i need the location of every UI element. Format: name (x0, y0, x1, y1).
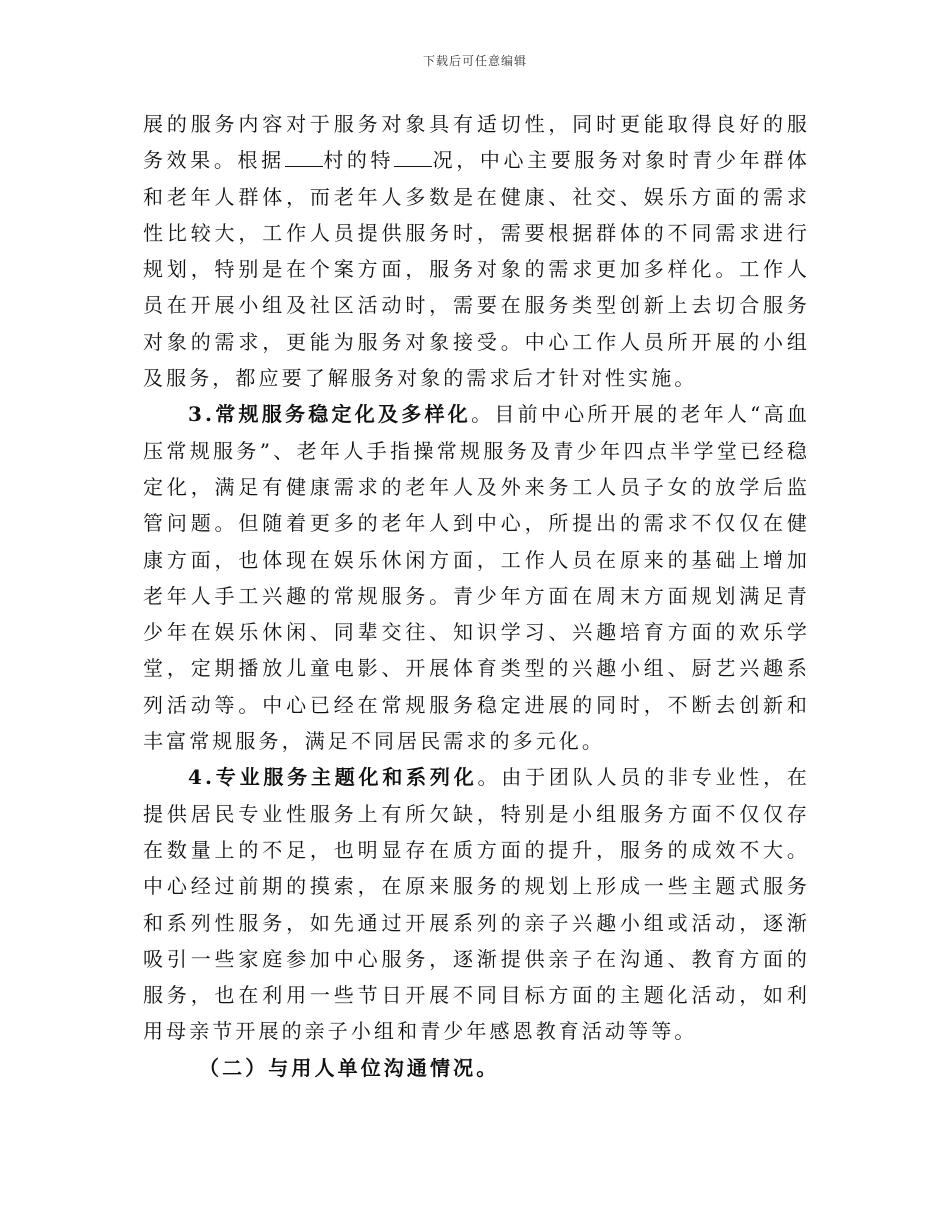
paragraph-continuation (143, 106, 810, 396)
paragraph-text: 目前中心所开展的老年人“高血压常规服务”、老年人手指操常规服务及青少年四点半学堂已经稳定化，满足有健康需求的老年人及外来务工人员子女的放学后监管问题。但随着更多的老年人到中心，所提出的需求不仅仅在健康方面，也体现在娱乐休闲方面，工作人员在原来的基础上增加老年人手工兴趣的常规服务。青少年方面在周末方面规划满足青少年在娱乐休闲、同辈交往、知识学习、兴趣培育方面的欢乐学堂，定期播放儿童电影、开展体育类型的兴趣小组、厨艺兴趣系列活动等。中心已经在常规服务稳定进展的同时，不断去创新和丰富常规服务，满足不同居民需求的多元化。 (143, 402, 810, 754)
section-heading: （二）与用人单位沟通情况。 (199, 1055, 500, 1080)
paragraph-text: 展的服务内容对于服务对象具有适切性，同时更能取得良好的服务效果。根据 (143, 112, 810, 173)
document-body (143, 106, 810, 1086)
paragraph-text: 由于团队人员的非专业性，在提供居民专业性服务上有所欠缺，特别是小组服务方面不仅仅存在数量上的不足，也明显存在质方面的提升，服务的成效不大。中心经过前期的摸索，在原来服务的规划上形成一些主题式服务和系列性服务，如先通过开展系列的亲子兴趣小组或活动，逐渐吸引一些家庭参加中心服务，逐渐提供亲子在沟通、教育方面的服务，也在利用一些节日开展不同目标方面的主题化活动，如利用母亲节开展的亲子小组和青少年感恩教育活动等等。 (143, 765, 810, 1044)
paragraph-text: 况，中心主要服务对象时青少年群体和老年人群体，而老年人多数是在健康、社交、娱乐方面的需求性比较大，工作人员提供服务时，需要根据群体的不同需求进行规划，特别是在个案方面，服务对象的需求更加多样化。工作人员在开展小组及社区活动时，需要在服务类型创新上去切合服务对象的需求，更能为服务对象接受。中心工作人员所开展的小组及服务，都应要了解服务对象的需求后才针对性实施。 (143, 148, 810, 391)
paragraph-professional-services (143, 759, 810, 1049)
paragraph-heading: 3.常规服务稳定化及多样化 (188, 402, 472, 427)
fill-blank (285, 149, 323, 167)
fill-blank (394, 149, 432, 167)
punctuation: 。 (477, 765, 502, 790)
punctuation: 。 (471, 402, 495, 427)
page-header: 下载后可任意编辑 (422, 54, 527, 68)
paragraph-text: 村的特 (322, 148, 395, 173)
paragraph-routine-services (143, 396, 810, 759)
paragraph-heading: 4.专业服务主题化和系列化 (188, 765, 478, 790)
